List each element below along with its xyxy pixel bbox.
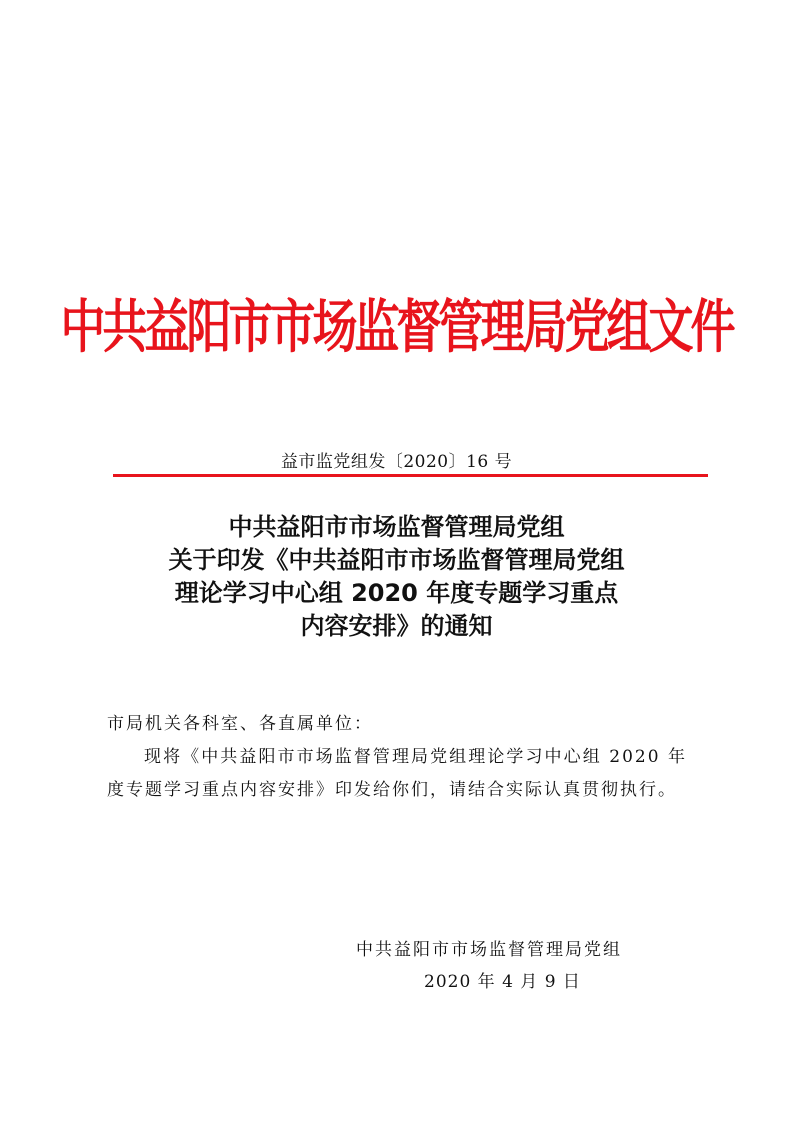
document-number: 益市监党组发〔2020〕16 号 [280, 452, 513, 472]
body-paragraph: 现将《中共益阳市市场监督管理局党组理论学习中心组 2020 年度专题学习重点内容安排》印发给你们，请结合实际认真贯彻执行。 [107, 747, 687, 800]
red-header-title: 中共益阳市市场监督管理局党组文件 [60, 292, 733, 361]
document-title [0, 511, 793, 643]
title-line-3: 理论学习中心组 2020 年度专题学习重点 [174, 579, 619, 607]
title-line-1: 中共益阳市市场监督管理局党组 [228, 513, 565, 541]
addressee: 市局机关各科室、各直属单位： [107, 714, 373, 734]
signature-organization: 中共益阳市市场监督管理局党组 [356, 940, 622, 960]
signature-date: 2020 年 4 月 9 日 [424, 972, 581, 992]
red-separator-line [113, 474, 708, 477]
title-line-2: 关于印发《中共益阳市市场监督管理局党组 [168, 546, 625, 574]
title-line-4: 内容安排》的通知 [300, 612, 493, 640]
